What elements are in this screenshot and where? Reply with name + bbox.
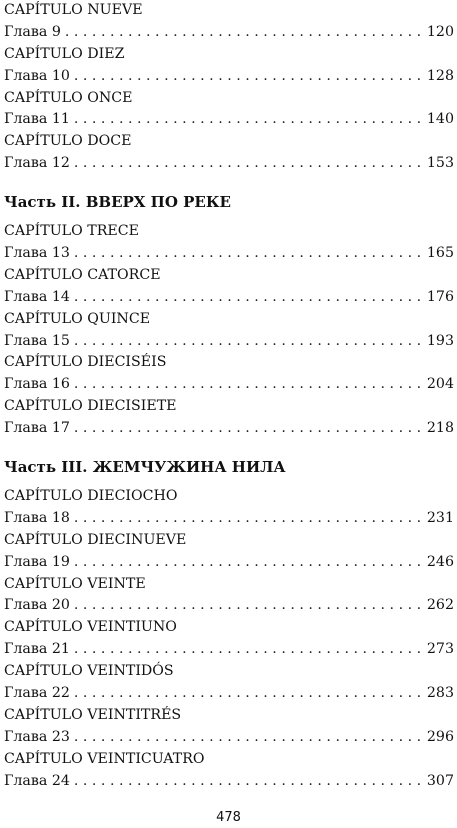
toc-entry[interactable]: [4, 639, 454, 661]
glava-label: Глава 20: [4, 597, 70, 614]
glava-label: Глава 19: [4, 553, 70, 570]
page-reference: 246: [426, 553, 454, 570]
glava-label: Глава 9: [4, 23, 61, 40]
dot-leader: [74, 683, 423, 705]
chapter-title: CAPÍTULO VEINTIUNO: [4, 619, 177, 636]
glava-label: Глава 10: [4, 67, 70, 84]
dot-leader: [65, 22, 423, 44]
chapter-title: CAPÍTULO VEINTIDÓS: [4, 663, 174, 680]
toc-entry[interactable]: [4, 109, 454, 131]
page-reference: 193: [426, 332, 454, 349]
dot-leader: [74, 243, 423, 265]
page-reference: 231: [426, 509, 454, 526]
toc-section: [4, 0, 454, 175]
chapter-title: CAPÍTULO VEINTE: [4, 575, 146, 592]
chapter-title: CAPÍTULO TRECE: [4, 223, 139, 240]
dot-leader: [74, 287, 423, 309]
page-reference: 262: [426, 597, 454, 614]
glava-label: Глава 24: [4, 772, 70, 789]
glava-label: Глава 21: [4, 641, 70, 658]
glava-label: Глава 18: [4, 509, 70, 526]
glava-label: Глава 13: [4, 245, 70, 262]
toc-entry[interactable]: [4, 374, 454, 396]
glava-label: Глава 17: [4, 420, 70, 437]
dot-leader: [74, 331, 423, 353]
chapter-title: CAPÍTULO CATORCE: [4, 266, 161, 283]
page-reference: 176: [426, 288, 454, 305]
toc-entry[interactable]: [4, 66, 454, 88]
chapter-title: CAPÍTULO DOCE: [4, 133, 132, 150]
chapter-title: CAPÍTULO DIECISÉIS: [4, 354, 167, 371]
page-reference: 140: [426, 111, 454, 128]
dot-leader: [74, 508, 423, 530]
glava-label: Глава 11: [4, 111, 70, 128]
page-reference: 283: [426, 685, 454, 702]
part-heading: Часть II. ВВЕРХ ПО РЕКЕ: [4, 193, 231, 212]
toc-entry[interactable]: [4, 243, 454, 265]
dot-leader: [74, 418, 423, 440]
page-reference: 153: [426, 155, 454, 172]
toc-entry[interactable]: [4, 727, 454, 749]
toc-section: [4, 192, 454, 440]
page-reference: 128: [426, 67, 454, 84]
chapter-title: CAPÍTULO NUEVE: [4, 2, 143, 18]
toc-entry[interactable]: [4, 287, 454, 309]
page-reference: 273: [426, 641, 454, 658]
chapter-title: CAPÍTULO DIECISIETE: [4, 398, 177, 415]
page-reference: 307: [426, 772, 454, 789]
toc-entry[interactable]: [4, 22, 454, 44]
dot-leader: [74, 727, 423, 749]
chapter-title: CAPÍTULO QUINCE: [4, 310, 151, 327]
toc-entry[interactable]: [4, 771, 454, 793]
toc-entry[interactable]: [4, 683, 454, 705]
glava-label: Глава 22: [4, 685, 70, 702]
page-reference: 218: [426, 420, 454, 437]
toc-entry[interactable]: [4, 508, 454, 530]
glava-label: Глава 16: [4, 376, 70, 393]
glava-label: Глава 12: [4, 155, 70, 172]
glava-label: Глава 23: [4, 728, 70, 745]
dot-leader: [74, 771, 423, 793]
glava-label: Глава 15: [4, 332, 70, 349]
glava-label: Глава 14: [4, 288, 70, 305]
chapter-title: CAPÍTULO DIECINUEVE: [4, 531, 187, 548]
dot-leader: [74, 66, 423, 88]
dot-leader: [74, 153, 423, 175]
part-heading: Часть III. ЖЕМЧУЖИНА НИЛА: [4, 458, 286, 477]
chapter-title: CAPÍTULO DIEZ: [4, 45, 125, 62]
toc-entry[interactable]: [4, 153, 454, 175]
table-of-contents: [4, 0, 454, 793]
dot-leader: [74, 639, 423, 661]
toc-entry[interactable]: [4, 595, 454, 617]
dot-leader: [74, 595, 423, 617]
chapter-title: CAPÍTULO VEINTITRÉS: [4, 706, 182, 723]
dot-leader: [74, 374, 423, 396]
dot-leader: [74, 109, 423, 131]
toc-section: [4, 457, 454, 792]
page-number: 478: [216, 810, 241, 825]
dot-leader: [74, 552, 423, 574]
page-reference: 296: [426, 728, 454, 745]
page-reference: 204: [426, 376, 454, 393]
toc-entry[interactable]: [4, 418, 454, 440]
chapter-title: CAPÍTULO DIECIOCHO: [4, 488, 178, 505]
chapter-title: CAPÍTULO VEINTICUATRO: [4, 750, 205, 767]
toc-entry[interactable]: [4, 331, 454, 353]
toc-entry[interactable]: [4, 552, 454, 574]
page-reference: 165: [426, 245, 454, 262]
chapter-title: CAPÍTULO ONCE: [4, 89, 133, 106]
page-reference: 120: [426, 23, 454, 40]
